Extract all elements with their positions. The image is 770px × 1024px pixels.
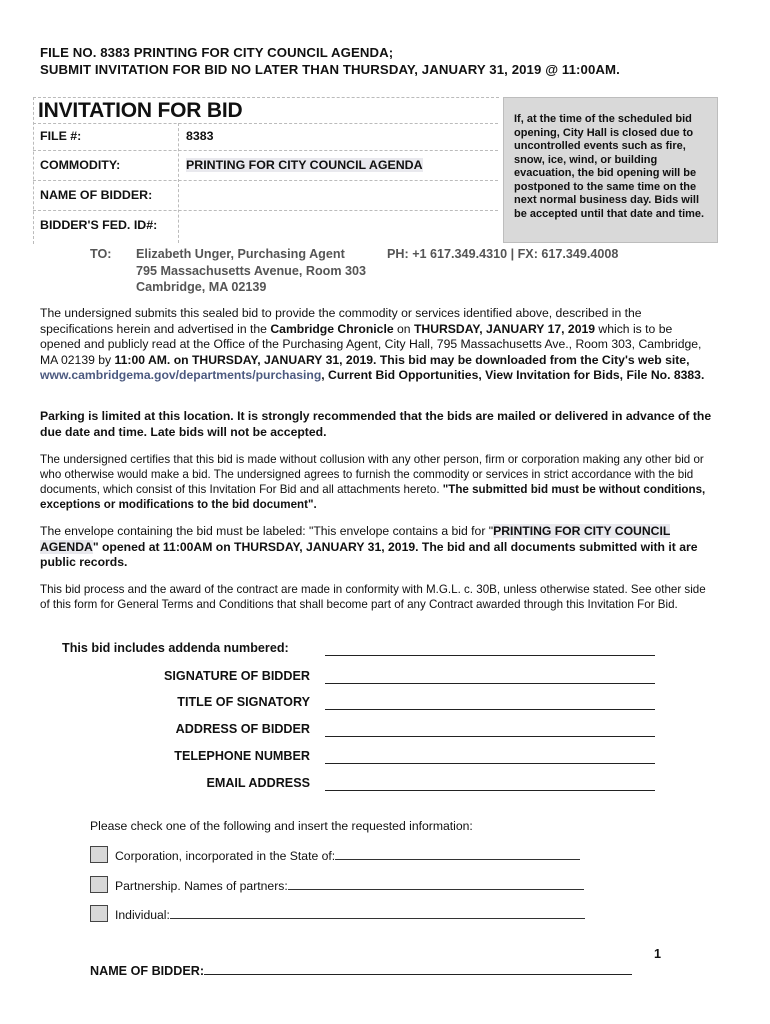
commodity-value: PRINTING FOR CITY COUNCIL AGENDA (186, 158, 423, 172)
page-number: 1 (654, 947, 662, 961)
email-label: EMAIL ADDRESS (206, 776, 310, 790)
advertised-date: THURSDAY, JANUARY 17, 2019 (413, 321, 596, 336)
partnership-option (115, 878, 584, 893)
address-line[interactable] (325, 736, 655, 737)
recipient-address (136, 246, 366, 296)
para1-text: which is to be opened and publicly read at the Office of the Purchasing Agent, City Hall, 795 Massachusetts Ave., Room 303, Cambridge, MA 02139 by (40, 321, 702, 367)
bidder-fed-id-label: BIDDER'S FED. ID#: (40, 218, 158, 232)
table-divider (33, 210, 498, 211)
table-divider (33, 123, 498, 124)
website-link[interactable]: www.cambridgema.gov/departments/purchasing (40, 368, 322, 383)
individual-name-line[interactable] (170, 907, 585, 919)
to-label: TO: (90, 247, 112, 261)
newspaper-name: Cambridge Chronicle (270, 321, 394, 336)
telephone-line[interactable] (325, 763, 655, 764)
certify-emphasis: "The submitted bid must be without conditions, exceptions or modifications to the bid document". (40, 483, 706, 511)
envelope-commodity: PRINTING FOR CITY COUNCIL AGENDA (40, 524, 671, 554)
individual-option (115, 907, 585, 922)
address-label: ADDRESS OF BIDDER (175, 722, 310, 736)
corporation-checkbox[interactable] (90, 846, 108, 863)
addenda-label: This bid includes addenda numbered: (62, 641, 289, 655)
header-line-2: SUBMIT INVITATION FOR BID NO LATER THAN THURSDAY, JANUARY 31, 2019 @ 11:00AM. (40, 62, 620, 77)
table-divider (33, 150, 498, 151)
bid-submission-paragraph (40, 306, 716, 384)
table-column-divider (178, 123, 179, 243)
signature-line[interactable] (325, 683, 655, 684)
email-line[interactable] (325, 790, 655, 791)
bidder-name-label: NAME OF BIDDER: (40, 188, 153, 202)
individual-label: Individual: (115, 908, 170, 922)
file-number-value: 8383 (186, 129, 214, 143)
commodity-label: COMMODITY: (40, 158, 121, 172)
mgl-conformity-statement: This bid process and the award of the contract are made in conformity with M.G.L. c. 30B, unless otherwise stated. See other side of this form for General Terms and Conditions that shall become part of any Contract awarded through this Invitation For Bid. (40, 583, 706, 611)
para1-text: The undersigned submits this sealed bid to provide the commodity or services identified above, described in the specifications herein and advertised in the (40, 306, 642, 336)
partners-names-line[interactable] (288, 878, 584, 890)
title-line[interactable] (325, 709, 655, 710)
individual-checkbox[interactable] (90, 905, 108, 922)
envelope-label-instructions (40, 524, 716, 571)
invitation-title: INVITATION FOR BID (38, 99, 243, 122)
para1-text: on (393, 321, 414, 336)
phone-fax: PH: +1 617.349.4310 | FX: 617.349.4008 (387, 247, 619, 261)
telephone-label: TELEPHONE NUMBER (174, 749, 310, 763)
envelope-text: " opened at 11:00AM on THURSDAY, JANUARY 31, 2019. The bid and all documents submitted with it are public records. (40, 539, 698, 570)
signature-label: SIGNATURE OF BIDDER (164, 669, 310, 683)
footer-bidder-name (90, 962, 632, 978)
envelope-text: The envelope containing the bid must be labeled: "This envelope contains a bid for " (40, 524, 494, 538)
corporation-state-line[interactable] (335, 848, 580, 860)
document-header (40, 44, 620, 78)
addenda-line[interactable] (325, 655, 655, 656)
partnership-checkbox[interactable] (90, 876, 108, 893)
certify-text: The undersigned certifies that this bid is made without collusion with any other person, firm or corporation making any other bid or who otherwise would make a bid. The undersigned agrees to furnish the commodity or services in strict accordance with the bid documents, which consist of this Invitation For Bid and all attachments hereto. (40, 453, 704, 496)
bid-deadline: 11:00 AM. on THURSDAY, JANUARY 31, 2019. This bid may be downloaded from the City's web site, (114, 352, 690, 367)
corporation-label: Corporation, incorporated in the State of: (115, 849, 336, 863)
footer-bidder-label: NAME OF BIDDER: (90, 964, 205, 978)
table-divider (33, 180, 498, 181)
para1-text: , Current Bid Opportunities, View Invitation for Bids, File No. 8383. (321, 368, 705, 383)
collusion-certification (40, 452, 716, 512)
footer-bidder-line[interactable] (204, 962, 632, 975)
parking-notice: Parking is limited at this location. It is strongly recommended that the bids are mailed or delivered in advance of the due date and time. Late bids will not be accepted. (40, 409, 712, 439)
recipient-street: 795 Massachusetts Avenue, Room 303 (136, 263, 367, 278)
title-label: TITLE OF SIGNATORY (177, 695, 310, 709)
corporation-option (115, 848, 580, 863)
city-hall-closure-notice: If, at the time of the scheduled bid opening, City Hall is closed due to uncontrolled events such as fire, snow, ice, wind, or building evacuation, the bid opening will be postponed to the same time on the next normal business day. Bids will be accepted until that date and time. (503, 97, 718, 243)
recipient-name: Elizabeth Unger, Purchasing Agent (136, 247, 345, 261)
check-prompt: Please check one of the following and insert the requested information: (90, 819, 473, 833)
file-number-label: FILE #: (40, 129, 82, 143)
header-line-1: FILE NO. 8383 PRINTING FOR CITY COUNCIL AGENDA; (40, 45, 394, 60)
partnership-label: Partnership. Names of partners: (115, 879, 288, 893)
recipient-city: Cambridge, MA 02139 (136, 280, 267, 294)
